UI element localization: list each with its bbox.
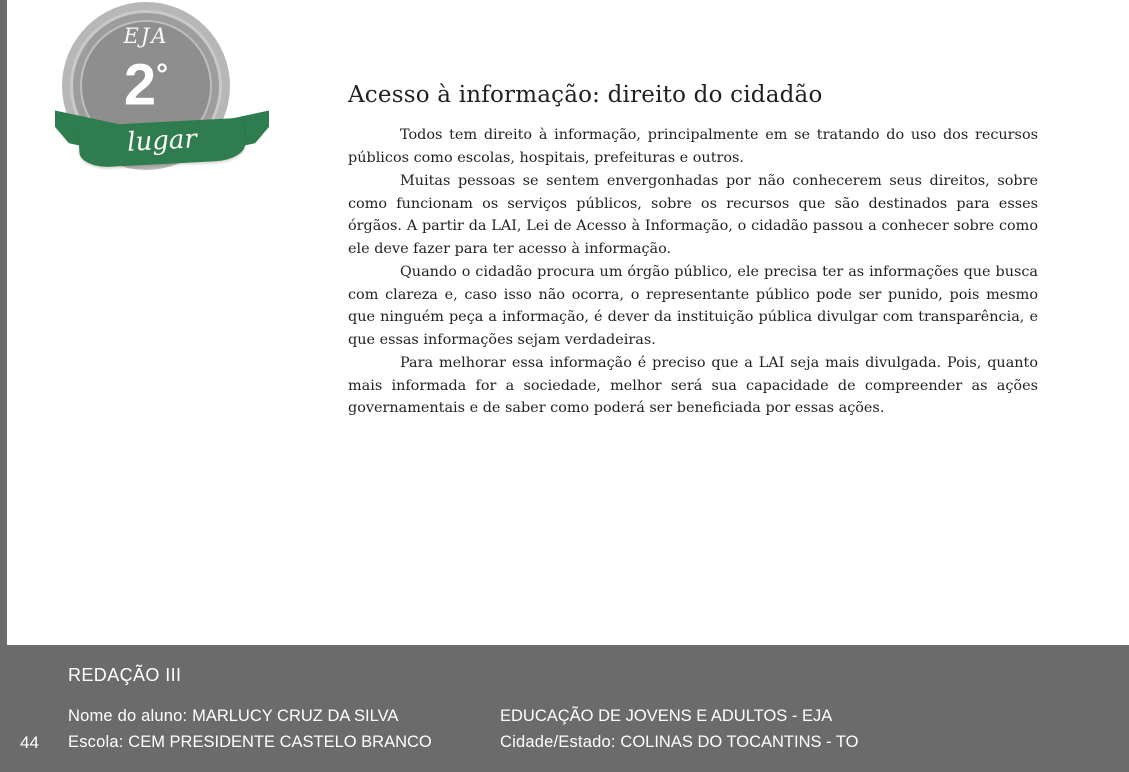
- footer-school-label: Escola:: [68, 733, 129, 751]
- article-paragraph: Muitas pessoas se sentem envergonhadas por não conhecerem seus direitos, sobre como funcionam os serviços públicos, sobre os recursos que são destinados para esses órgãos. A partir da LAI, Lei de Acesso à Informação, o cidadão passou a conhecer sobre como ele deve fazer para ter acesso à informação.: [348, 173, 1038, 257]
- footer-student-label: Nome do aluno:: [68, 707, 193, 725]
- left-vertical-rule: [0, 0, 7, 645]
- award-badge: [55, 2, 270, 177]
- footer-school-row: [68, 729, 500, 755]
- article-paragraph: Todos tem direito à informação, principalmente em se tratando do uso dos recursos públicos como escolas, hospitais, prefeituras e outros.: [348, 127, 1038, 166]
- medal-place-digit: 2: [123, 52, 157, 118]
- footer-city-name: COLINAS DO TOCANTINS - TO: [620, 733, 859, 751]
- footer-program-column: [500, 703, 859, 755]
- page-footer: [0, 645, 1129, 772]
- medal-place-ordinal: °: [156, 58, 169, 91]
- article-title: Acesso à informação: direito do cidadão: [348, 82, 823, 108]
- footer-city-label: Cidade/Estado:: [500, 733, 621, 751]
- article-body: [348, 82, 1038, 421]
- ribbon-label: lugar: [126, 124, 198, 158]
- ribbon: [55, 112, 270, 177]
- medal-place-number: [80, 44, 212, 116]
- footer-program-row: EDUCAÇÃO DE JOVENS E ADULTOS - EJA: [500, 707, 833, 725]
- footer-student-name: MARLUCY CRUZ DA SILVA: [192, 707, 399, 725]
- medal-eja-label: EJA: [123, 24, 169, 48]
- footer-city-row: [500, 729, 859, 755]
- article-paragraph: Quando o cidadão procura um órgão público, ele precisa ter as informações que busca com clareza e, caso isso não ocorra, o representante público pode ser punido, pois mesmo que ninguém peça a informação, é dever da instituição pública divulgar com transparência, e que essas informações sejam verdadeiras.: [348, 264, 1038, 348]
- article-paragraph: Para melhorar essa informação é preciso que a LAI seja mais divulgada. Pois, quanto mais informada for a sociedade, melhor será sua capacidade de compreender as ações governamentais e de saber como poderá ser beneficiada por essas ações.: [348, 355, 1038, 416]
- footer-school-name: CEM PRESIDENTE CASTELO BRANCO: [128, 733, 432, 751]
- page-number: 44: [20, 733, 39, 752]
- footer-student-column: [68, 703, 500, 755]
- footer-student-row: [68, 703, 500, 729]
- footer-section-title: REDAÇÃO III: [68, 665, 182, 685]
